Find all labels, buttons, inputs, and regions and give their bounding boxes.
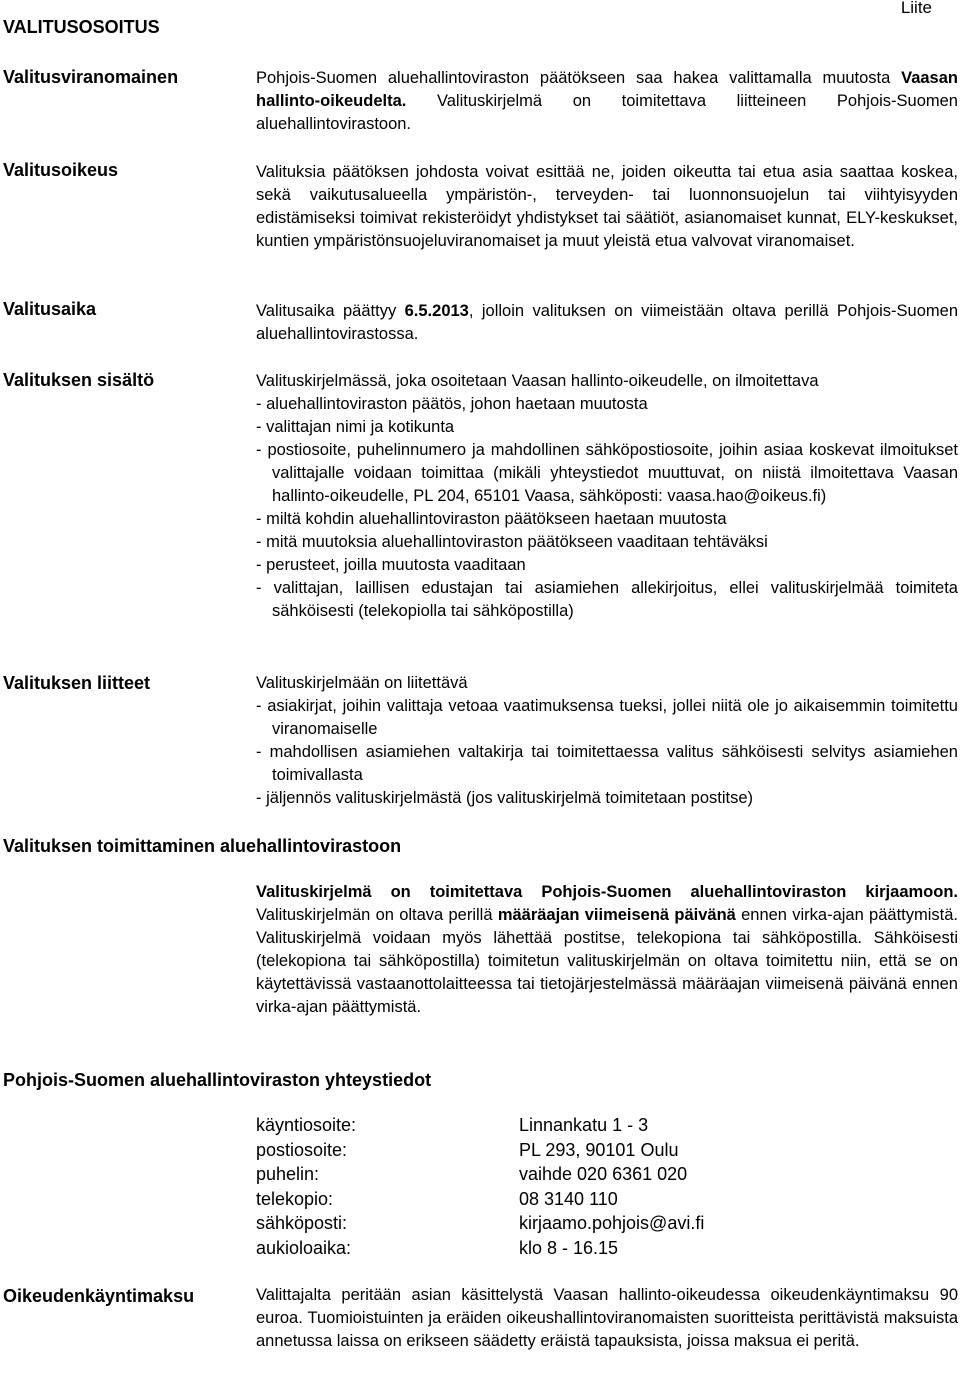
- section-label-sisalto: Valituksen sisältö: [3, 370, 155, 390]
- contact-key: postiosoite:: [256, 1139, 348, 1160]
- section-label-oikeus: Valitusoikeus: [3, 160, 119, 180]
- list-item: - miltä kohdin aluehallintoviraston päätökseen haetaan muutosta: [256, 508, 958, 531]
- contact-key: sähköposti:: [256, 1213, 348, 1233]
- section-heading-yhteystiedot: Pohjois-Suomen aluehallintoviraston yhteystiedot: [3, 1070, 432, 1090]
- section-text-maksu: Valittajalta peritään asian käsittelystä Vaasan hallinto-oikeudessa oikeudenkäyntimaksu 90 euroa. Tuomioistuinten ja eräiden oikeushallintoviranomaisten suoritteista perittävistä maksuista annetussa laissa on erikseen säädetty eräistä tapauksista, joissa maksua ei peritä.: [256, 1286, 958, 1350]
- table-row: [256, 1187, 704, 1212]
- contact-key: puhelin:: [256, 1164, 320, 1184]
- contact-table: [256, 1113, 704, 1260]
- page-title: VALITUSOSOITUS: [3, 17, 160, 37]
- section-text-oikeus: Valituksia päätöksen johdosta voivat esittää ne, joiden oikeutta tai etua asia saattaa koskea, sekä vaikutusalueella ympäristön-, terveyden- tai luonnonsuojelun tai viihtyisyyden edistämiseksi toimivat rekisteröidyt yhdistykset tai säätiöt, asianomaiset kunnat, ELY-keskukset, kuntien ympäristönsuojeluviranomaiset ja muut yleistä etua valvovat viranomaiset.: [256, 163, 958, 250]
- section-text-aika: Valitusaika päättyy 6.5.2013, jolloin valituksen on viimeistään oltava perillä Pohjois-Suomen aluehallintovirastossa.: [256, 302, 958, 343]
- table-row: [256, 1162, 704, 1187]
- content-requirements-list: [256, 393, 958, 623]
- section-label-liitteet: Valituksen liitteet: [3, 673, 151, 693]
- contact-value: 08 3140 110: [519, 1188, 618, 1209]
- section-label-aika: Valitusaika: [3, 299, 97, 319]
- list-item: - aluehallintoviraston päätös, johon haetaan muutosta: [256, 393, 958, 416]
- contact-value: kirjaamo.pohjois@avi.fi: [519, 1213, 705, 1233]
- section-text-viranomainen: Pohjois-Suomen aluehallintoviraston päätökseen saa hakea valittamalla muutosta Vaasan hallinto-oikeudelta. Valituskirjelmä on toimitettava liitteineen Pohjois-Suomen aluehallintovirastoon.: [256, 69, 958, 133]
- contact-value: klo 8 - 16.15: [519, 1237, 619, 1258]
- list-item: - jäljennös valituskirjelmästä (jos valituskirjelmä toimitetaan postitse): [256, 787, 958, 810]
- contact-value: Linnankatu 1 - 3: [519, 1115, 649, 1135]
- court-name: Vaasan hallinto-oikeudelta.: [256, 69, 958, 110]
- contact-value: vaihde 020 6361 020: [519, 1164, 688, 1184]
- contact-key: aukioloaika:: [256, 1237, 352, 1258]
- list-item: - mahdollisen asiamiehen valtakirja tai toimitettaessa valitus sähköisesti selvitys asiamiehen toimivallasta: [256, 741, 958, 787]
- contact-key: käyntiosoite:: [256, 1115, 357, 1135]
- table-row: [256, 1236, 704, 1261]
- section-text-sisalto: Valituskirjelmässä, joka osoitetaan Vaasan hallinto-oikeudelle, on ilmoitettava - aluehallintoviraston päätös, johon haetaan muutosta - valittajan nimi ja kotikunta - postiosoite, puhelinnumero ja mahdollinen sähköpostiosoite, joihin asiaa koskevat ilmoitukset valittajalle voidaan toimittaa (mikäli yhteystiedot muuttuvat, on niistä ilmoitettava Vaasan hallinto-oikeudelle, PL 204, 65101 Vaasa, sähköposti: vaasa.hao@oikeus.fi) - miltä kohdin aluehallintoviraston päätökseen haetaan muutosta - mitä muutoksia aluehallintoviraston päätökseen vaaditaan tehtäväksi - perusteet, joilla muutosta vaaditaan - valittajan, laillisen edustajan tai asiamiehen allekirjoitus, ellei valituskirjelmää toimiteta sähköisesti (telekopiolla tai sähköpostilla): [256, 370, 958, 623]
- table-row: [256, 1138, 704, 1163]
- table-row: [256, 1211, 704, 1236]
- attachments-list: [256, 695, 958, 810]
- contact-value: PL 293, 90101 Oulu: [519, 1139, 679, 1160]
- section-label-viranomainen: Valitusviranomainen: [3, 67, 179, 87]
- list-item: - perusteet, joilla muutosta vaaditaan: [256, 554, 958, 577]
- list-item: - valittajan nimi ja kotikunta: [256, 416, 958, 439]
- section-text-liitteet: Valituskirjelmään on liitettävä - asiakirjat, joihin valittaja vetoaa vaatimuksensa tueksi, jollei niitä ole jo aikaisemmin toimitettu viranomaiselle - mahdollisen asiamiehen valtakirja tai toimitettaessa valitus sähköisesti selvitys asiamiehen toimivallasta - jäljennös valituskirjelmästä (jos valituskirjelmä toimitetaan postitse): [256, 672, 958, 810]
- deadline-date: 6.5.2013: [404, 302, 469, 320]
- list-item: - postiosoite, puhelinnumero ja mahdollinen sähköpostiosoite, joihin asiaa koskevat ilmoitukset valittajalle voidaan toimittaa (mikäli yhteystiedot muuttuvat, on niistä ilmoitettava Vaasan hallinto-oikeudelle, PL 204, 65101 Vaasa, sähköposti: vaasa.hao@oikeus.fi): [256, 439, 958, 508]
- section-text-toimittaminen: Valituskirjelmä on toimitettava Pohjois-Suomen aluehallintoviraston kirjaamoon. Valituskirjelmän on oltava perillä määräajan viimeisenä päivänä ennen virka-ajan päättymistä. Valituskirjelmä voidaan myös lähettää postitse, telekopiona tai sähköpostilla. Sähköisesti (telekopiona tai sähköpostilla) toimitetun valituskirjelmän on oltava toimitettu niin, että se on käytettävissä vastaanottolaitteessa tai tietojärjestelmässä määräajan viimeisenä päivänä ennen virka-ajan päättymistä.: [256, 883, 959, 1016]
- attachment-label: Liite: [900, 0, 932, 17]
- list-item: - asiakirjat, joihin valittaja vetoaa vaatimuksensa tueksi, jollei niitä ole jo aikaisemmin toimitettu viranomaiselle: [256, 695, 958, 741]
- section-label-maksu: Oikeudenkäyntimaksu: [3, 1286, 195, 1306]
- section-heading-toimittaminen: Valituksen toimittaminen aluehallintovirastoon: [3, 836, 402, 856]
- list-item: - mitä muutoksia aluehallintoviraston päätökseen vaaditaan tehtäväksi: [256, 531, 958, 554]
- contact-key: telekopio:: [256, 1188, 334, 1209]
- list-item: - valittajan, laillisen edustajan tai asiamiehen allekirjoitus, ellei valituskirjelmää toimiteta sähköisesti (telekopiolla tai sähköpostilla): [256, 577, 958, 623]
- table-row: [256, 1113, 704, 1138]
